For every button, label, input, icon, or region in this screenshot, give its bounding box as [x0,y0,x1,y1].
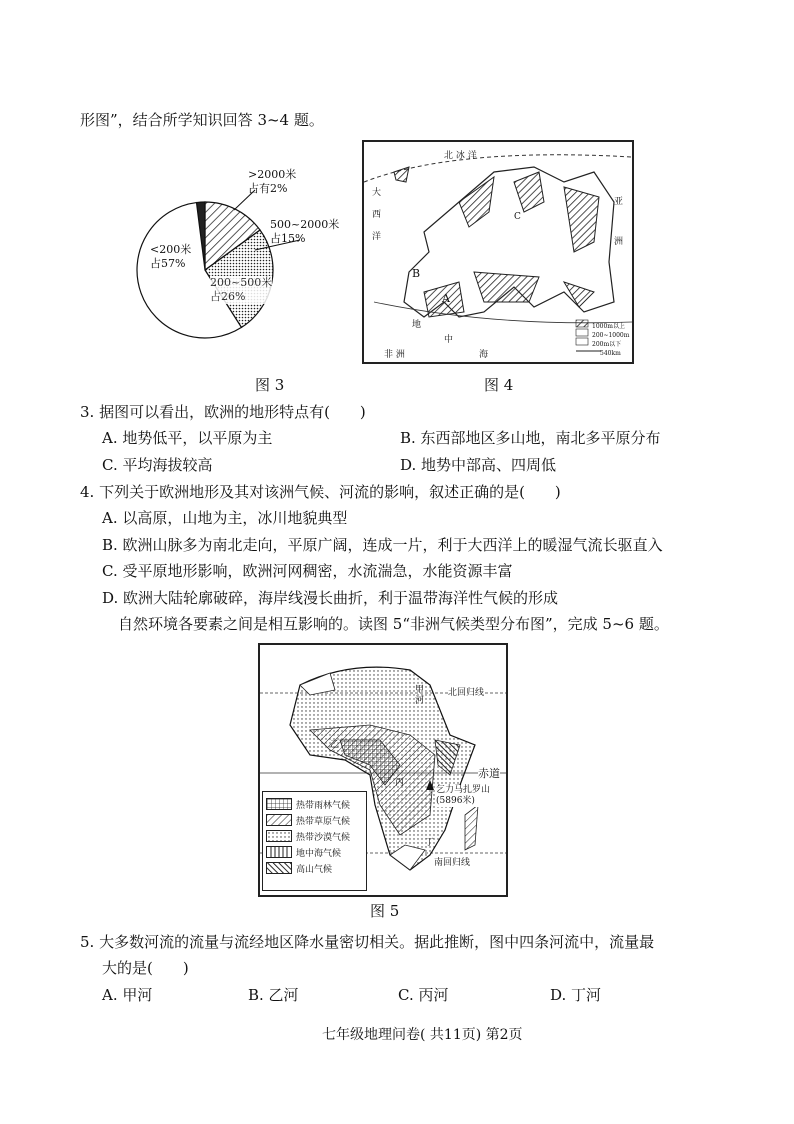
fig3-caption: 图 3 [255,376,285,394]
q5-stem-line1: 5. 大多数河流的流量与流经地区降水量密切相关。据此推断，图中四条河流中，流量最 [80,933,655,951]
label-river-ding: 丁 [425,838,435,848]
page-footer: 七年级地理问卷( 共11页) 第2页 [322,1027,523,1043]
fig4-legend: 1000m以上 200~1000m 200m以下 [592,323,630,348]
fig3-label-500-2000: 500~2000米 占15% [270,218,340,245]
legend-rainforest: 热带雨林气候 [266,796,363,812]
label-med3: 海 [479,350,489,360]
label-B: B [412,267,421,280]
fig3-label-lt200: <200米 占57% [150,243,192,270]
label-med1: 地 [412,320,422,330]
fig4-scale: 540km [600,350,621,357]
q5-stem-line2: 大的是( ) [102,959,189,977]
q3-option-d: D. 地势中部高、四周低 [400,456,557,474]
label-equator: 赤道 [478,767,500,780]
q3-option-a: A. 地势低平，以平原为主 [102,429,273,447]
fig4-europe-map [362,140,634,364]
fig4-caption: 图 4 [484,376,514,394]
q4-option-b: B. 欧洲山脉多为南北走向，平原广阔，连成一片，利于大西洋上的暖湿气流长驱直入 [102,536,663,554]
legend-savanna: 热带草原气候 [266,812,363,828]
label-africa: 非 洲 [384,350,405,360]
q5-option-b: B. 乙河 [248,986,299,1004]
label-A: A [442,292,450,305]
fig5-legend [262,791,367,891]
label-asia: 亚 洲 [614,197,624,247]
fig5-caption: 图 5 [370,902,400,920]
legend-mediterranean: 地中海气候 [266,844,363,860]
q3-stem: 3. 据图可以看出，欧洲的地形特点有( ) [80,403,366,421]
intro-text: 形图”，结合所学知识回答 3~4 题。 [80,111,324,129]
label-river-bing: 丙 [395,778,405,788]
label-atlantic: 大 西 洋 [372,188,382,242]
q4-option-d: D. 欧洲大陆轮廓破碎，海岸线漫长曲折，利于温带海洋性气候的形成 [102,589,559,607]
q3-option-b: B. 东西部地区多山地，南北多平原分布 [400,429,661,447]
q4-stem: 4. 下列关于欧洲地形及其对该洲气候、河流的影响，叙述正确的是( ) [80,483,561,501]
q5-option-a: A. 甲河 [102,986,153,1004]
fig3-label-gt2000: >2000米 占有2% [248,168,297,195]
fig3-label-200-500: 200~500米 占26% [210,276,273,303]
label-river-jia: 甲 河 [415,685,425,706]
label-kilimanjaro: 乞力马扎罗山 (5896米) [436,785,491,806]
q4-option-c: C. 受平原地形影响，欧洲河网稠密，水流湍急，水能资源丰富 [102,562,513,580]
intro-5-6: 自然环境各要素之间是相互影响的。读图 5“非洲气候类型分布图”，完成 5~6 题。 [118,615,669,633]
q3-option-c: C. 平均海拔较高 [102,456,213,474]
label-tropic-south: 南回归线 [434,855,470,868]
q5-option-d: D. 丁河 [550,986,602,1004]
label-C: C [514,212,521,222]
fig5-africa-map [258,643,508,897]
label-tropic-north: 北回归线 [448,685,484,698]
legend-highland: 高山气候 [266,860,363,876]
label-med2: 中 [444,335,454,345]
q5-option-c: C. 丙河 [398,986,449,1004]
legend-desert: 热带沙漠气候 [266,828,363,844]
label-river-yi: 乙 [330,740,340,750]
label-arctic: 北 冰 洋 [444,151,477,161]
q4-option-a: A. 以高原，山地为主，冰川地貌典型 [102,509,348,527]
